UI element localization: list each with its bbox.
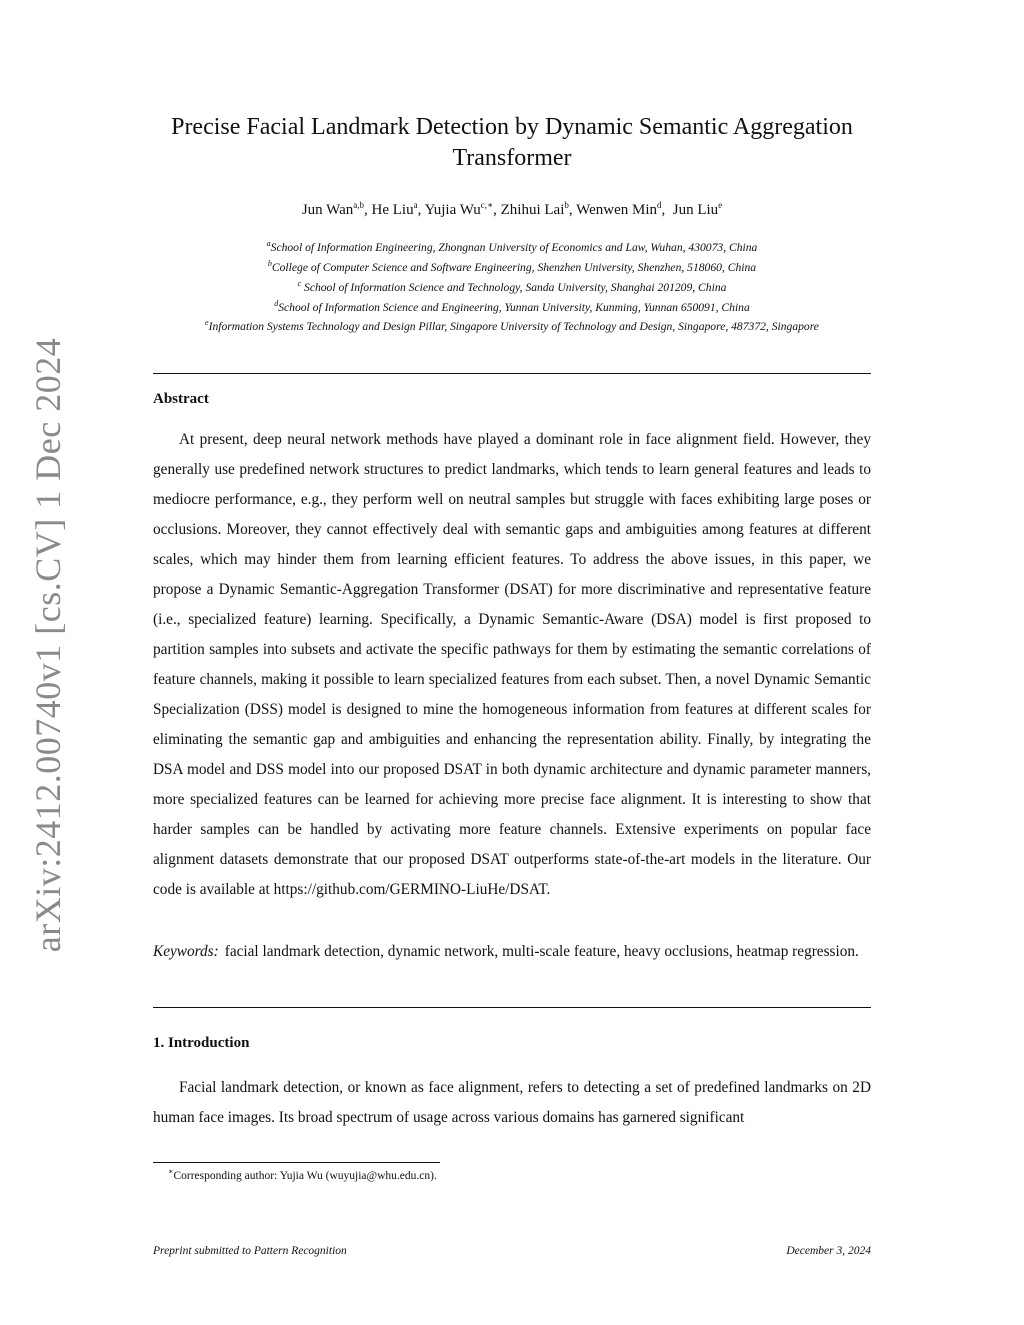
- author-affil-mark: c,∗: [480, 200, 494, 210]
- affiliation-text: School of Information Science and Engineering, Yunnan University, Kunming, Yunnan 650091, China: [278, 300, 750, 314]
- author-affil-mark: b: [564, 200, 569, 210]
- keywords-label: Keywords:: [153, 943, 219, 960]
- author-affil-mark: d: [656, 200, 662, 210]
- affiliation-list: [130, 236, 894, 335]
- title-line-1: Precise Facial Landmark Detection by Dynamic Semantic Aggregation: [171, 114, 853, 140]
- title-line-2: Transformer: [452, 145, 572, 171]
- author-affil-mark: a,b: [353, 200, 365, 210]
- affiliation-text: School of Information Science and Technology, Sanda University, Shanghai 201209, China: [301, 280, 727, 294]
- author-list: Jun Wan$^{a,b}$, He Liu$^a$, Yujia $Wu^{c,∗}$, Zhihui Lai$^b$, Wenwen Min$^d$, Jun Liu$^e$: [301, 200, 723, 218]
- affiliation: [130, 256, 894, 276]
- affiliation-mark: c: [297, 278, 302, 288]
- affiliation: [130, 236, 894, 256]
- affiliation-mark: d: [274, 298, 279, 308]
- footnote-mark: ∗: [168, 1167, 174, 1176]
- author-name: Yujia Wu: [424, 202, 481, 218]
- abstract-heading: Abstract: [153, 391, 209, 407]
- footnote: [168, 1167, 437, 1182]
- affiliation-mark: a: [266, 239, 271, 248]
- affiliation-text: College of Computer Science and Software Engineering, Shenzhen University, Shenzhen, 518060, China: [271, 260, 757, 274]
- affiliation-text: School of Information Engineering, Zhongnan University of Economics and Law, Wuhan, 430073, China: [270, 240, 758, 254]
- keywords-text: facial landmark detection, dynamic network, multi-scale feature, heavy occlusions, heatmap regression.: [224, 943, 859, 960]
- section-heading-introduction: 1. Introduction: [153, 1035, 250, 1051]
- affiliation: [130, 315, 894, 335]
- author-affil-mark: a: [413, 200, 418, 210]
- author-name: Jun Liu: [672, 202, 719, 218]
- affiliation: [130, 276, 894, 296]
- affiliation-text: Information Systems Technology and Design Pillar, Singapore University of Technology and Design, Singapore, 487372, Singapore: [208, 320, 819, 334]
- footer-date: December 3, 2024: [786, 1245, 871, 1257]
- footer-venue: Preprint submitted to Pattern Recognition: [153, 1245, 347, 1257]
- affiliation-mark: b: [267, 258, 272, 268]
- abstract-bottom-rule: [153, 1007, 871, 1008]
- author-name: Zhihui Lai: [500, 202, 565, 218]
- paper-title: [150, 112, 874, 174]
- author-name: Jun Wan: [301, 202, 354, 218]
- introduction-paragraph: Facial landmark detection, or known as face alignment, refers to detecting a set of predefined landmarks on 2D human face images. Its broad spectrum of usage across various domains has garnered significant: [153, 1079, 871, 1126]
- abstract-top-rule: [153, 373, 871, 374]
- footnote-rule: [153, 1162, 440, 1163]
- footnote-text: Corresponding author: Yujia Wu (wuyujia@whu.edu.cn).: [173, 1169, 437, 1182]
- author-name: He Liu: [371, 202, 414, 218]
- arxiv-identifier-stamp: arXiv:2412.00740v1 [cs.CV] 1 Dec 2024: [28, 337, 68, 953]
- author-name: Wenwen Min: [576, 202, 657, 218]
- abstract-body: At present, deep neural network methods have played a dominant role in face alignment field. However, they generally use predefined network structures to predict landmarks, which tends to learn general features and leads to mediocre performance, e.g., they perform well on neutral samples but struggle with faces exhibiting large poses or occlusions. Moreover, they cannot effectively deal with semantic gaps and ambiguities among features at different scales, which may hinder them from learning efficient features. To address the above issues, in this paper, we propose a Dynamic Semantic-Aggregation Transformer (DSAT) for more discriminative and representative feature (i.e., specialized feature) learning. Specifically, a Dynamic Semantic-Aware (DSA) model is first proposed to partition samples into subsets and activate the specific pathways for them by estimating the semantic correlations of feature channels, making it possible to learn specialized features from each subset. Then, a novel Dynamic Semantic Specialization (DSS) model is designed to mine the homogeneous information from features at different scales for eliminating the semantic gap and ambiguities and enhancing the representation ability. Finally, by integrating the DSA model and DSS model into our proposed DSAT in both dynamic architecture and dynamic parameter manners, more specialized features can be learned for achieving more precise face alignment. It is interesting to show that harder samples can be handled by activating more feature channels. Extensive experiments on popular face alignment datasets demonstrate that our proposed DSAT outperforms state-of-the-art models in the literature. Our code is available at https://github.com/GERMINO-LiuHe/DSAT.: [153, 431, 871, 898]
- author-affil-mark: e: [718, 200, 723, 210]
- keywords: [153, 937, 871, 967]
- affiliation-mark: e: [205, 318, 209, 328]
- affiliation: [130, 296, 894, 316]
